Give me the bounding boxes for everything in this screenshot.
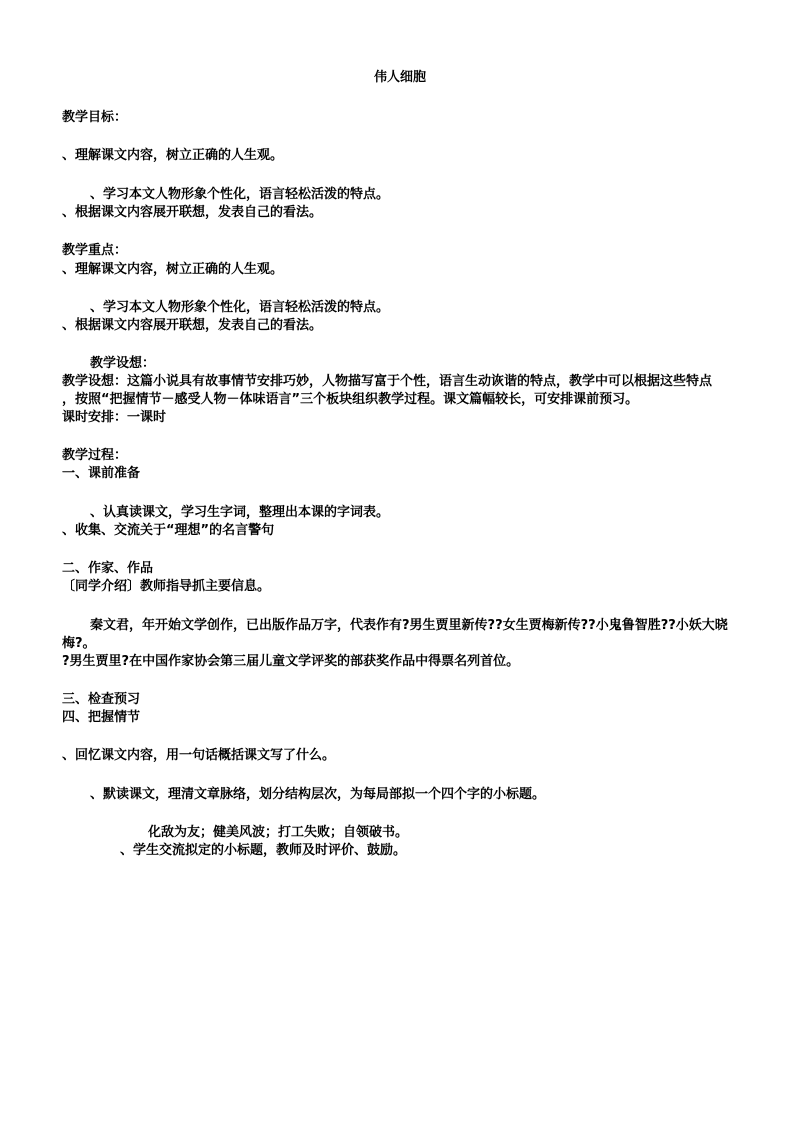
objectives-heading: 教学目标： — [62, 110, 128, 125]
objective-line-1: 、理解课文内容，树立正确的人生观。 — [62, 148, 284, 163]
process-heading: 教学过程： — [62, 448, 128, 463]
author-paragraph-line-1: 秦文君，年开始文学创作，已出版作品万字，代表作有?男生贾里新传??女生贾梅新传??小鬼鲁智胜??小妖大晓 — [90, 618, 728, 633]
section-1-heading: 一、课前准备 — [62, 466, 141, 481]
section-1-item-1: 、认真读课文，学习生字词，整理出本课的字词表。 — [90, 505, 390, 520]
subtitle-examples: 化敌为友；健美风波；打工失败；自领破书。 — [148, 825, 409, 840]
document-title: 伟人细胞 — [373, 70, 426, 85]
section-4-item-1: 、回忆课文内容，用一句话概括课文写了什么。 — [62, 748, 336, 763]
objective-line-2: 、学习本文人物形象个性化，语言轻松活泼的特点。 — [90, 187, 390, 202]
section-4-item-2: 、默读课文，理清文章脉络，划分结构层次，为每局部拟一个四个字的小标题。 — [90, 787, 546, 802]
schedule-line: 课时安排：一课时 — [62, 410, 167, 425]
design-paragraph-line-2: ，按照“把握情节－感受人物－体味语言”三个板块组织教学过程。课文篇幅较长，可安排课前预习。 — [62, 392, 639, 407]
objective-line-3: 、根据课文内容展开联想，发表自己的看法。 — [62, 205, 323, 220]
section-4-heading: 四、把握情节 — [62, 710, 141, 725]
design-heading: 教学设想： — [90, 356, 156, 371]
key-point-line-3: 、根据课文内容展开联想，发表自己的看法。 — [62, 318, 323, 333]
section-2-note: 〔同学介绍〕教师指导抓主要信息。 — [62, 579, 271, 594]
section-3-heading: 三、检查预习 — [62, 692, 141, 707]
section-1-item-2: 、收集、交流关于“理想”的名言警句 — [62, 523, 275, 538]
section-4-item-3: 、学生交流拟定的小标题，教师及时评价、鼓励。 — [120, 843, 407, 858]
section-2-heading: 二、作家、作品 — [62, 561, 154, 576]
key-point-line-2: 、学习本文人物形象个性化，语言轻松活泼的特点。 — [90, 300, 390, 315]
design-paragraph-line-1: 教学设想：这篇小说具有故事情节安排巧妙，人物描写富于个性，语言生动诙谐的特点，教学中可以根据这些特点 — [62, 374, 713, 389]
key-point-line-1: 、理解课文内容，树立正确的人生观。 — [62, 262, 284, 277]
author-paragraph-line-3: ?男生贾里?在中国作家协会第三届儿童文学评奖的部获奖作品中得票名列首位。 — [62, 654, 520, 669]
author-paragraph-line-2: 梅?。 — [62, 636, 96, 651]
key-points-heading: 教学重点： — [62, 243, 128, 258]
